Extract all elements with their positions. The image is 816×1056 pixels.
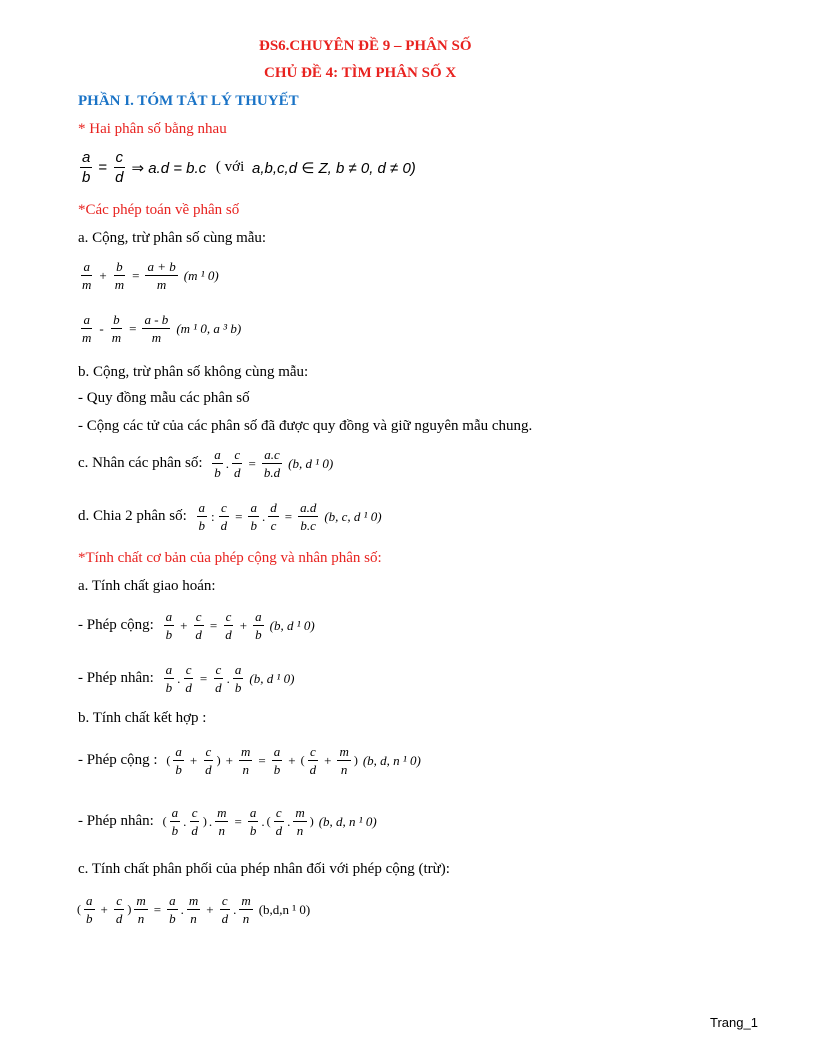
doc-subtitle: CHỦ ĐỀ 4: TÌM PHÂN SỐ X	[264, 65, 457, 81]
section-heading-equal-fractions: * Hai phân số bằng nhau	[78, 121, 227, 137]
formula-distributive: ( $\frac{a}{b}$ + $\frac{c}{d}$ ) $\frac{m}{n}$ = $\frac{a}{b}$ . $\frac{m}{n}$ + $\frac{c}{d}$ . $\frac{m}{n}$ (b,d,n ¹ 0)	[77, 893, 311, 926]
label-commutative: a. Tính chất giao hoán:	[78, 578, 216, 594]
formula-equal-fractions: $\frac{a}{b}$ = $\frac{c}{d}$ ⇒ a.d = b.c ( với a,b,c,d ∈ Z, b ≠ 0, d ≠ 0)	[82, 149, 416, 186]
formula-associative-multiply: - Phép nhân: ( $\frac{a}{b}$ . $\frac{c}{d}$ ) . $\frac{m}{n}$ = $\frac{a}{b}$ . ( $\frac{c}{d}$ . $\frac{m}{n}$ ) (b, d, n ¹ 0)	[78, 805, 377, 838]
formula-associative-add: - Phép cộng : ( $\frac{a}{b}$ + $\frac{c}{d}$ ) + $\frac{m}{n}$ = $\frac{a}{b}$ + ( $\frac{c}{d}$ + $\frac{m}{n}$ ) (b, d, n ¹ 0)	[78, 744, 421, 777]
formula-commutative-multiply: - Phép nhân: $\frac{a}{b}$ . $\frac{c}{d}$ = $\frac{c}{d}$ . $\frac{a}{b}$ (b, d ¹ 0)	[78, 662, 295, 695]
label-associative: b. Tính chất kết hợp :	[78, 710, 207, 726]
section-heading-properties: *Tính chất cơ bản của phép cộng và nhân phân số:	[78, 550, 382, 566]
part-heading: PHẦN I. TÓM TẮT LÝ THUYẾT	[78, 93, 299, 109]
step-add-numerators: - Cộng các tử của các phân số đã được quy đồng và giữ nguyên mẫu chung.	[78, 418, 533, 434]
formula-add-same-denominator: $\frac{a}{m}$ + $\frac{b}{m}$ = $\frac{a + b}{m}$ (m ¹ 0)	[82, 259, 219, 292]
formula-commutative-add: - Phép cộng: $\frac{a}{b}$ + $\frac{c}{d}$ = $\frac{c}{d}$ + $\frac{a}{b}$ (b, d ¹ 0)	[78, 609, 315, 642]
label-distributive: c. Tính chất phân phối của phép nhân đối với phép cộng (trừ):	[78, 861, 450, 877]
formula-divide: d. Chia 2 phân số: $\frac{a}{b}$ : $\frac{c}{d}$ = $\frac{a}{b}$ . $\frac{d}{c}$ = $\frac{a.d}{b.c}$ (b, c, d ¹ 0)	[78, 500, 382, 533]
section-heading-operations: *Các phép toán về phân số	[78, 202, 240, 218]
doc-title: ĐS6.CHUYÊN ĐỀ 9 – PHÂN SỐ	[259, 38, 472, 54]
formula-sub-same-denominator: $\frac{a}{m}$ - $\frac{b}{m}$ = $\frac{a - b}{m}$ (m ¹ 0, a ³ b)	[82, 312, 242, 345]
page-number: Trang_1	[710, 1015, 758, 1030]
formula-multiply: c. Nhân các phân số: $\frac{a}{b}$ . $\frac{c}{d}$ = $\frac{a.c}{b.d}$ (b, d ¹ 0)	[78, 447, 334, 480]
step-common-denominator: - Quy đồng mẫu các phân số	[78, 390, 250, 406]
label-add-same-denominator: a. Cộng, trừ phân số cùng mẫu:	[78, 230, 267, 246]
label-add-diff-denominator: b. Cộng, trừ phân số không cùng mẫu:	[78, 364, 309, 380]
